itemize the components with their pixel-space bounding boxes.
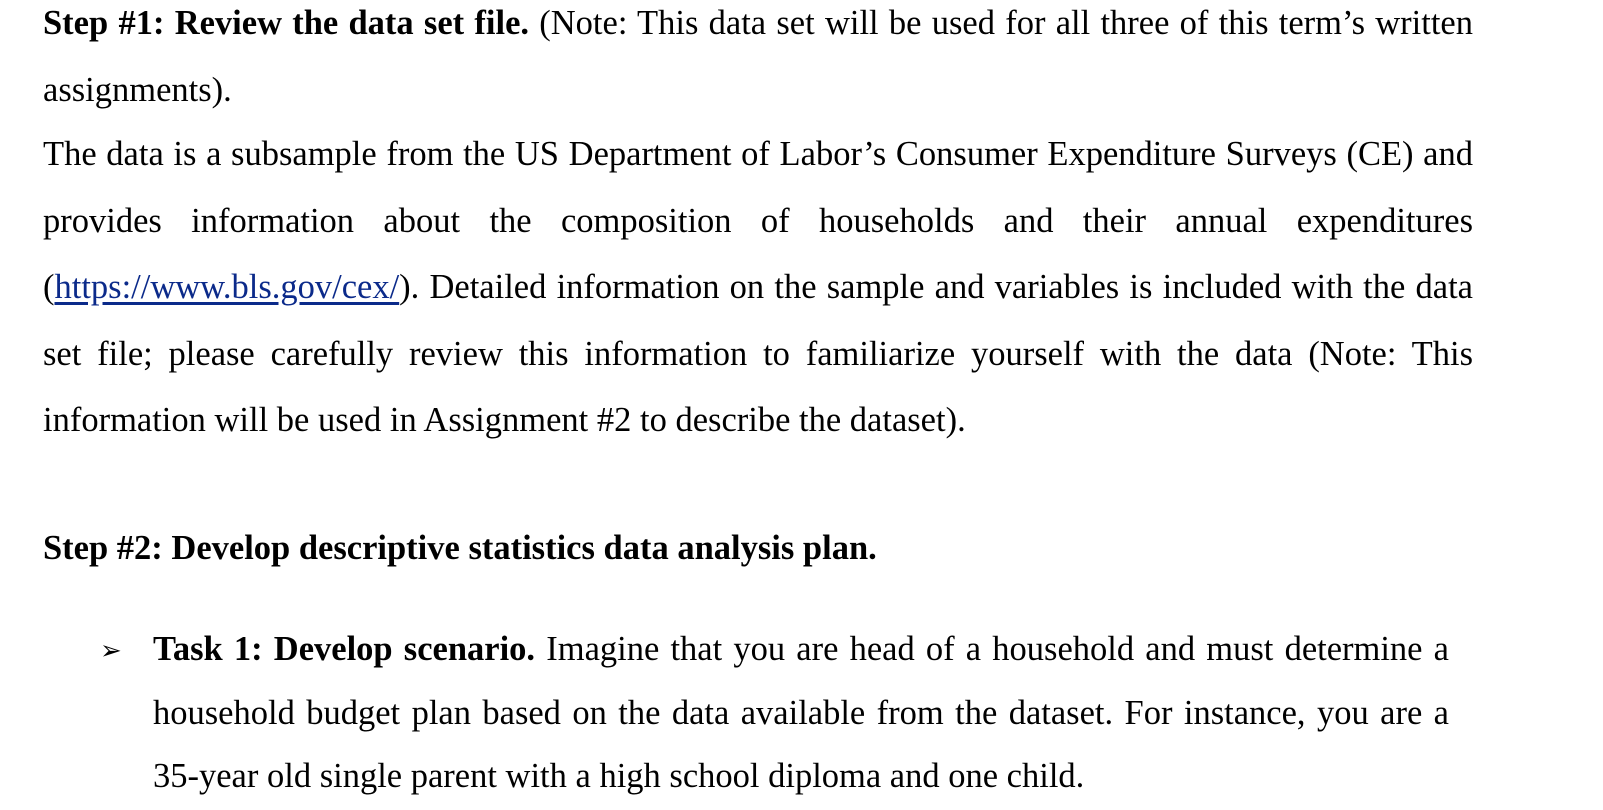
bls-cex-link[interactable]: https://www.bls.gov/cex/ — [54, 268, 400, 306]
step1-paragraph — [43, 0, 1473, 123]
step1-body-text: The data is a subsample from the US Department of Labor’s Consumer Expenditure Surveys (CE) and provides information about the composition of households and their annual expenditures ( — [43, 135, 1473, 306]
step1-note: (Note: This data set will be used for all three of this term’s written assignments). — [43, 4, 1473, 109]
arrow-bullet-icon: ➢ — [100, 636, 122, 666]
step1-heading: Step #1: Review the data set file. — [43, 4, 530, 42]
task1-paragraph — [153, 618, 1449, 809]
task1-text: Imagine that you are head of a household and must determine a household budget plan based on the data available from the dataset. For instance, you are a 35-year old single parent with a high school diploma and one child. — [153, 630, 1449, 795]
step2-heading: Step #2: Develop descriptive statistics data analysis plan. — [43, 529, 877, 567]
task1-heading: Task 1: Develop scenario. — [153, 630, 536, 668]
step1-body-paragraph — [43, 121, 1473, 454]
step1-body-text-continued: ). Detailed information on the sample and variables is included with the data set file; please carefully review this information to familiarize yourself with the data (Note: This information will be used in Assignment #2 to describe the dataset). — [43, 268, 1473, 439]
